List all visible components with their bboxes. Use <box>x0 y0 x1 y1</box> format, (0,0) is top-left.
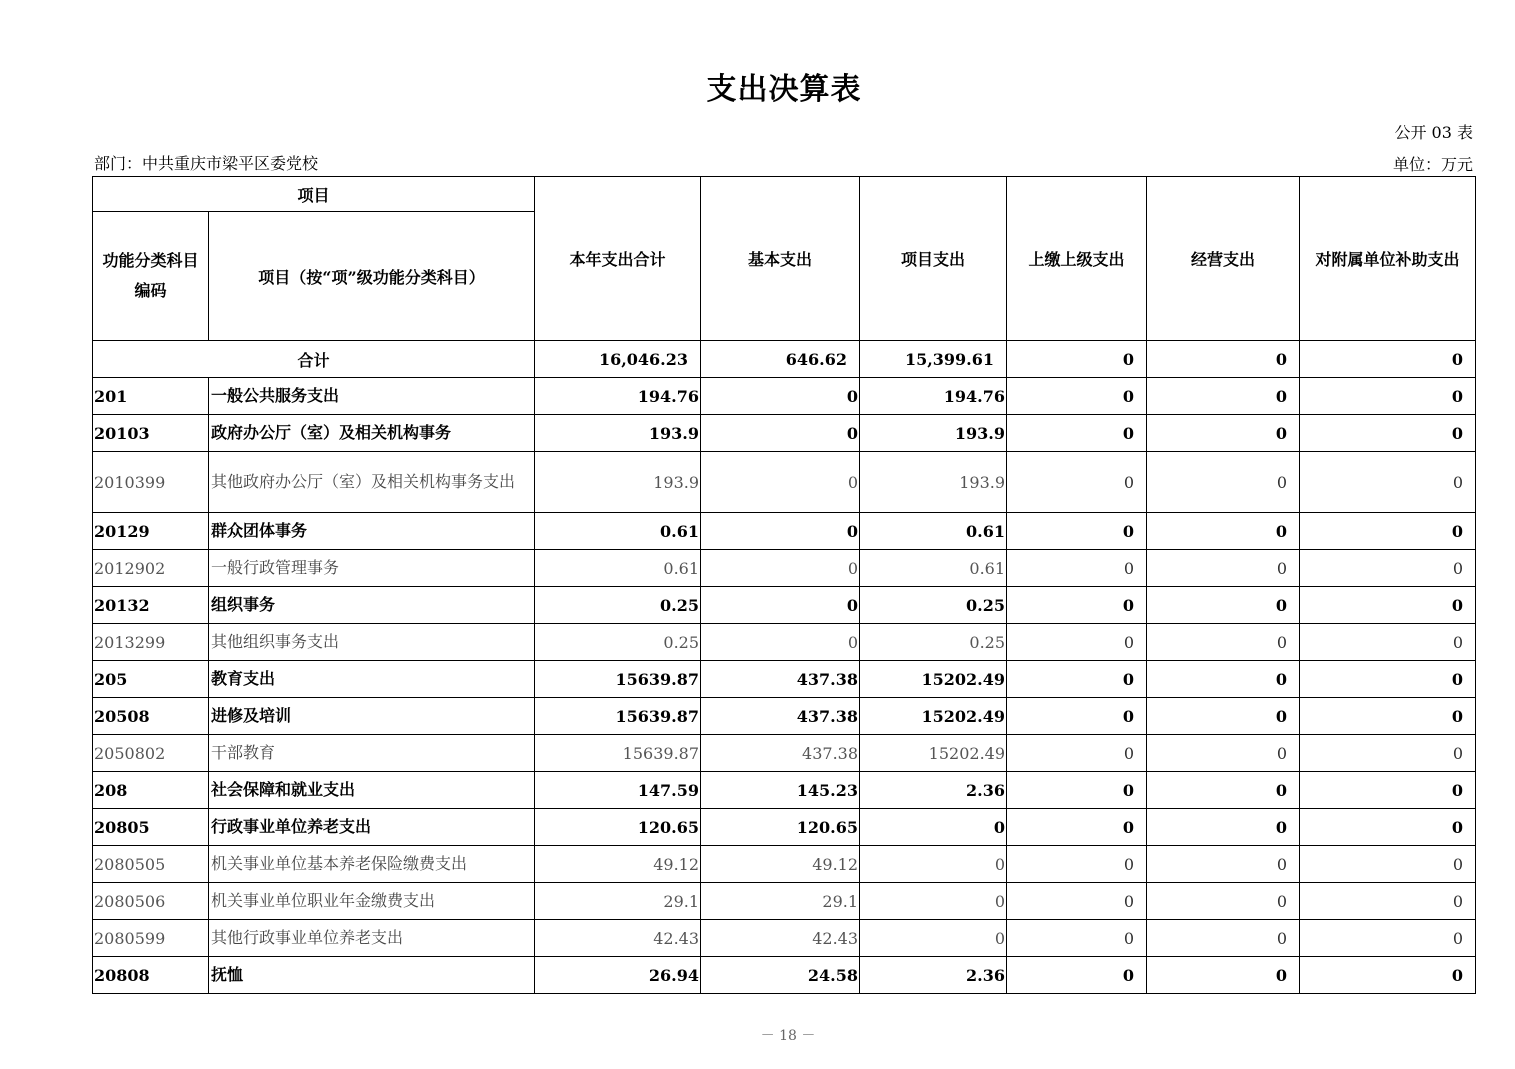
cell-subsidy: 0 <box>1300 735 1476 772</box>
cell-operate: 0 <box>1147 587 1300 624</box>
cell-name: 组织事务 <box>209 587 535 624</box>
cell-operate: 0 <box>1147 452 1300 513</box>
cell-subsidy: 0 <box>1300 587 1476 624</box>
table-row <box>93 378 1476 415</box>
cell-subsidy: 0 <box>1300 550 1476 587</box>
table-number: 公开 03 表 <box>1394 123 1473 142</box>
cell-code: 20103 <box>93 415 209 452</box>
cell-upper: 0 <box>1007 957 1147 994</box>
header-total: 本年支出合计 <box>535 177 701 341</box>
cell-basic: 0 <box>701 378 860 415</box>
cell-subsidy: 0 <box>1300 452 1476 513</box>
total-subsidy: 0 <box>1300 341 1476 378</box>
cell-proj: 0 <box>860 846 1007 883</box>
cell-operate: 0 <box>1147 698 1300 735</box>
table-row <box>93 550 1476 587</box>
cell-operate: 0 <box>1147 415 1300 452</box>
cell-code: 201 <box>93 378 209 415</box>
cell-upper: 0 <box>1007 920 1147 957</box>
table-row <box>93 624 1476 661</box>
table-row <box>93 772 1476 809</box>
cell-subsidy: 0 <box>1300 698 1476 735</box>
table-row <box>93 957 1476 994</box>
cell-operate: 0 <box>1147 957 1300 994</box>
cell-total: 0.25 <box>535 624 701 661</box>
cell-operate: 0 <box>1147 883 1300 920</box>
cell-subsidy: 0 <box>1300 624 1476 661</box>
cell-name: 其他政府办公厅（室）及相关机构事务支出 <box>209 452 535 513</box>
cell-upper: 0 <box>1007 624 1147 661</box>
cell-upper: 0 <box>1007 809 1147 846</box>
cell-code: 20129 <box>93 513 209 550</box>
cell-basic: 49.12 <box>701 846 860 883</box>
cell-total: 15639.87 <box>535 698 701 735</box>
cell-upper: 0 <box>1007 883 1147 920</box>
cell-basic: 0 <box>701 550 860 587</box>
cell-basic: 145.23 <box>701 772 860 809</box>
total-label: 合计 <box>93 341 535 378</box>
table-row <box>93 846 1476 883</box>
cell-code: 2010399 <box>93 452 209 513</box>
cell-proj: 0.61 <box>860 550 1007 587</box>
cell-code: 205 <box>93 661 209 698</box>
total-row <box>93 341 1476 378</box>
cell-total: 42.43 <box>535 920 701 957</box>
cell-basic: 24.58 <box>701 957 860 994</box>
cell-code: 2013299 <box>93 624 209 661</box>
cell-total: 147.59 <box>535 772 701 809</box>
cell-total: 120.65 <box>535 809 701 846</box>
cell-name: 群众团体事务 <box>209 513 535 550</box>
cell-code: 20805 <box>93 809 209 846</box>
table-row <box>93 661 1476 698</box>
table-row <box>93 513 1476 550</box>
cell-proj: 194.76 <box>860 378 1007 415</box>
cell-proj: 0 <box>860 883 1007 920</box>
total-basic: 646.62 <box>701 341 860 378</box>
cell-code: 2012902 <box>93 550 209 587</box>
expenditure-table <box>92 176 1476 994</box>
cell-upper: 0 <box>1007 846 1147 883</box>
cell-basic: 42.43 <box>701 920 860 957</box>
cell-subsidy: 0 <box>1300 809 1476 846</box>
table-row <box>93 883 1476 920</box>
cell-subsidy: 0 <box>1300 772 1476 809</box>
cell-name: 抚恤 <box>209 957 535 994</box>
header-upper: 上缴上级支出 <box>1007 177 1147 341</box>
cell-subsidy: 0 <box>1300 378 1476 415</box>
total-proj: 15,399.61 <box>860 341 1007 378</box>
cell-name: 行政事业单位养老支出 <box>209 809 535 846</box>
cell-total: 49.12 <box>535 846 701 883</box>
cell-name: 其他组织事务支出 <box>209 624 535 661</box>
cell-code: 2080599 <box>93 920 209 957</box>
header-subsidy: 对附属单位补助支出 <box>1300 177 1476 341</box>
cell-subsidy: 0 <box>1300 661 1476 698</box>
cell-name: 政府办公厅（室）及相关机构事务 <box>209 415 535 452</box>
table-row <box>93 698 1476 735</box>
cell-name: 一般行政管理事务 <box>209 550 535 587</box>
header-project: 项目 <box>93 177 535 212</box>
total-total: 16,046.23 <box>535 341 701 378</box>
cell-name: 社会保障和就业支出 <box>209 772 535 809</box>
cell-subsidy: 0 <box>1300 957 1476 994</box>
cell-name: 机关事业单位职业年金缴费支出 <box>209 883 535 920</box>
header-name: 项目（按“项”级功能分类科目） <box>209 212 535 341</box>
cell-basic: 29.1 <box>701 883 860 920</box>
cell-subsidy: 0 <box>1300 883 1476 920</box>
header-code: 功能分类科目编码 <box>93 212 209 341</box>
cell-code: 20132 <box>93 587 209 624</box>
cell-code: 208 <box>93 772 209 809</box>
cell-code: 2080506 <box>93 883 209 920</box>
cell-upper: 0 <box>1007 550 1147 587</box>
cell-upper: 0 <box>1007 661 1147 698</box>
cell-basic: 0 <box>701 624 860 661</box>
unit-label: 单位：万元 <box>1392 155 1473 174</box>
header-operate: 经营支出 <box>1147 177 1300 341</box>
total-upper: 0 <box>1007 341 1147 378</box>
cell-code: 20808 <box>93 957 209 994</box>
cell-operate: 0 <box>1147 624 1300 661</box>
cell-proj: 2.36 <box>860 957 1007 994</box>
cell-proj: 15202.49 <box>860 735 1007 772</box>
cell-operate: 0 <box>1147 513 1300 550</box>
cell-subsidy: 0 <box>1300 920 1476 957</box>
cell-total: 193.9 <box>535 415 701 452</box>
cell-upper: 0 <box>1007 452 1147 513</box>
cell-total: 0.61 <box>535 550 701 587</box>
cell-operate: 0 <box>1147 661 1300 698</box>
cell-proj: 2.36 <box>860 772 1007 809</box>
cell-proj: 0.25 <box>860 624 1007 661</box>
cell-name: 其他行政事业单位养老支出 <box>209 920 535 957</box>
total-operate: 0 <box>1147 341 1300 378</box>
cell-upper: 0 <box>1007 378 1147 415</box>
cell-name: 教育支出 <box>209 661 535 698</box>
cell-proj: 15202.49 <box>860 698 1007 735</box>
cell-total: 0.25 <box>535 587 701 624</box>
page-title: 支出决算表 <box>706 72 862 107</box>
cell-upper: 0 <box>1007 735 1147 772</box>
cell-operate: 0 <box>1147 809 1300 846</box>
cell-upper: 0 <box>1007 772 1147 809</box>
table-row <box>93 735 1476 772</box>
table-row <box>93 809 1476 846</box>
cell-basic: 0 <box>701 415 860 452</box>
cell-code: 2080505 <box>93 846 209 883</box>
header-basic: 基本支出 <box>701 177 860 341</box>
cell-proj: 0.25 <box>860 587 1007 624</box>
cell-operate: 0 <box>1147 735 1300 772</box>
cell-proj: 0 <box>860 809 1007 846</box>
cell-total: 0.61 <box>535 513 701 550</box>
cell-proj: 0 <box>860 920 1007 957</box>
cell-basic: 0 <box>701 452 860 513</box>
cell-name: 机关事业单位基本养老保险缴费支出 <box>209 846 535 883</box>
cell-upper: 0 <box>1007 587 1147 624</box>
cell-operate: 0 <box>1147 772 1300 809</box>
cell-proj: 15202.49 <box>860 661 1007 698</box>
header-project-expense: 项目支出 <box>860 177 1007 341</box>
table-row <box>93 587 1476 624</box>
page-number: － 18 － <box>760 1028 816 1044</box>
cell-name: 进修及培训 <box>209 698 535 735</box>
department-label: 部门：中共重庆市梁平区委党校 <box>94 154 319 173</box>
cell-proj: 0.61 <box>860 513 1007 550</box>
cell-code: 2050802 <box>93 735 209 772</box>
cell-proj: 193.9 <box>860 452 1007 513</box>
cell-operate: 0 <box>1147 920 1300 957</box>
cell-total: 15639.87 <box>535 661 701 698</box>
cell-operate: 0 <box>1147 550 1300 587</box>
cell-basic: 120.65 <box>701 809 860 846</box>
cell-operate: 0 <box>1147 378 1300 415</box>
cell-name: 一般公共服务支出 <box>209 378 535 415</box>
cell-basic: 437.38 <box>701 698 860 735</box>
cell-total: 15639.87 <box>535 735 701 772</box>
cell-basic: 437.38 <box>701 661 860 698</box>
cell-total: 26.94 <box>535 957 701 994</box>
cell-total: 194.76 <box>535 378 701 415</box>
cell-total: 193.9 <box>535 452 701 513</box>
cell-upper: 0 <box>1007 513 1147 550</box>
cell-operate: 0 <box>1147 846 1300 883</box>
table-row <box>93 415 1476 452</box>
cell-basic: 437.38 <box>701 735 860 772</box>
cell-name: 干部教育 <box>209 735 535 772</box>
cell-basic: 0 <box>701 587 860 624</box>
cell-upper: 0 <box>1007 415 1147 452</box>
table-row <box>93 920 1476 957</box>
cell-upper: 0 <box>1007 698 1147 735</box>
cell-subsidy: 0 <box>1300 846 1476 883</box>
cell-subsidy: 0 <box>1300 415 1476 452</box>
cell-subsidy: 0 <box>1300 513 1476 550</box>
table-row <box>93 452 1476 513</box>
cell-proj: 193.9 <box>860 415 1007 452</box>
cell-total: 29.1 <box>535 883 701 920</box>
cell-basic: 0 <box>701 513 860 550</box>
cell-code: 20508 <box>93 698 209 735</box>
